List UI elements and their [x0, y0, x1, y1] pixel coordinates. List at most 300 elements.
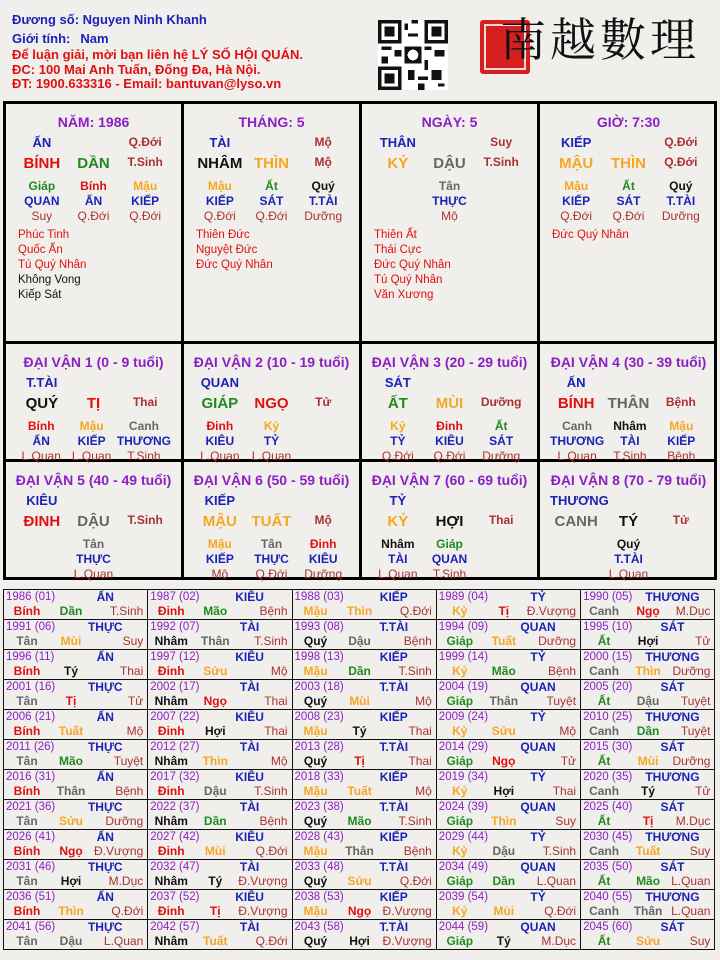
year-cell[interactable]: [436, 860, 580, 890]
year-cell[interactable]: [436, 800, 580, 830]
hidden-stem-can: Mậu: [207, 179, 232, 193]
year-stage: Mộ: [415, 784, 432, 798]
year-can-chi: [150, 754, 289, 769]
year-stem: Mậu: [303, 664, 328, 678]
year-cell[interactable]: [436, 920, 580, 950]
year-stem: Kỷ: [452, 784, 468, 798]
year-branch: Tuất: [491, 634, 517, 648]
year-can-chi: [150, 874, 289, 889]
thap-than-row: [194, 493, 349, 508]
pillar-title: THÁNG: 5: [238, 114, 305, 130]
year-label: 2014 (29): [438, 741, 489, 753]
hidden-stem-than: KIẾP: [205, 194, 234, 208]
hidden-stem: [246, 179, 298, 223]
hidden-stem: [68, 537, 120, 581]
year-branch: Thân: [345, 844, 374, 858]
qr-code-icon[interactable]: [378, 20, 448, 90]
year-label: 2024 (39): [438, 801, 489, 813]
hidden-stem-than: KIẾP: [77, 434, 106, 448]
year-header: [6, 620, 145, 634]
year-branch: Tị: [642, 814, 654, 828]
year-can-chi: [295, 694, 434, 709]
special-stars: [552, 228, 642, 243]
year-cell[interactable]: [4, 710, 148, 740]
hidden-stem-stage: L.Quan: [21, 449, 61, 463]
year-label: 2032 (47): [150, 861, 200, 873]
year-cell[interactable]: [436, 680, 580, 710]
year-label: 2004 (19): [438, 681, 489, 693]
hidden-stem: [194, 419, 246, 463]
year-cell[interactable]: [148, 860, 292, 890]
hidden-stem-can: [16, 537, 68, 552]
year-label: 2007 (22): [150, 711, 200, 723]
can-chi-row: [550, 395, 707, 412]
year-stem: Mậu: [303, 604, 328, 618]
year-stem: Tân: [16, 874, 38, 888]
year-can-chi: [439, 904, 578, 919]
top-stage: [475, 493, 527, 508]
year-cell[interactable]: [581, 590, 715, 620]
year-label: 1991 (06): [6, 621, 56, 633]
year-label: 1997 (12): [150, 651, 200, 663]
hidden-stem-than: KIẾP: [205, 552, 234, 566]
year-header: [295, 770, 434, 784]
year-can-chi: [439, 694, 578, 709]
year-cell[interactable]: [292, 680, 436, 710]
year-stage: Q.Đới: [255, 844, 288, 858]
year-header: [6, 830, 145, 844]
year-label: 2013 (28): [294, 741, 344, 753]
year-cell[interactable]: [581, 710, 715, 740]
year-cell[interactable]: [292, 890, 436, 920]
year-label: 1995 (10): [583, 621, 633, 633]
year-header: [439, 920, 578, 934]
year-stage: Suy: [555, 814, 577, 828]
hidden-stem-stage: Q.Đới: [612, 209, 645, 223]
heavenly-stem: ĐINH: [23, 513, 61, 530]
year-stem: Nhâm: [154, 694, 188, 708]
year-header: [6, 860, 145, 874]
year-cell[interactable]: [148, 590, 292, 620]
year-header: [439, 860, 578, 874]
hidden-stem-stage: [655, 567, 707, 581]
year-stem: Bính: [13, 604, 41, 618]
brand-logo: 南越數理: [500, 13, 700, 67]
year-cell[interactable]: [581, 830, 715, 860]
year-can-chi: [150, 814, 289, 829]
year-stage: Tử: [560, 754, 577, 768]
year-cell[interactable]: [436, 770, 580, 800]
year-thap-than: SÁT: [660, 620, 685, 634]
year-cell[interactable]: [148, 740, 292, 770]
year-branch: Thìn: [635, 664, 661, 678]
hidden-stem-can: Quý: [616, 537, 641, 551]
year-header: [295, 620, 434, 634]
hidden-stem-can: Kỷ: [263, 419, 280, 433]
year-cell[interactable]: [436, 890, 580, 920]
year-cell[interactable]: [436, 740, 580, 770]
year-stage: Mộ: [270, 664, 288, 678]
year-label: 2043 (58): [294, 921, 344, 933]
year-label: 2042 (57): [150, 921, 200, 933]
year-can-chi: [6, 844, 145, 859]
year-can-chi: [150, 604, 289, 619]
year-stage: Tử: [127, 694, 144, 708]
year-cell[interactable]: [4, 830, 148, 860]
year-cell[interactable]: [4, 890, 148, 920]
year-can-chi: [439, 934, 578, 949]
year-stage: Đ.Vượng: [382, 904, 432, 918]
year-cell[interactable]: [4, 800, 148, 830]
heavenly-stem: BÍNH: [557, 395, 595, 412]
year-thap-than: T.TÀI: [379, 860, 409, 874]
hidden-stem-can: Quý: [311, 179, 335, 193]
star: Thái Cực: [374, 244, 422, 256]
year-can-chi: [6, 694, 145, 709]
year-cell[interactable]: [292, 650, 436, 680]
life-stage: Dưỡng: [480, 395, 522, 409]
year-can-chi: [439, 874, 578, 889]
hidden-stem-than: T.TÀI: [666, 194, 696, 208]
thap-than: KIẾP: [204, 493, 235, 508]
year-can-chi: [295, 934, 434, 949]
year-thap-than: THỰC: [87, 680, 123, 694]
hidden-stem-can: [119, 537, 171, 552]
year-stage: T.Sinh: [398, 814, 432, 828]
year-can-chi: [150, 664, 289, 679]
pillar-title: ĐẠI VẬN 5 (40 - 49 tuổi): [15, 472, 172, 488]
spacer: [68, 135, 120, 150]
year-stage: Tuyệt: [113, 754, 144, 768]
year-cell[interactable]: [436, 830, 580, 860]
year-header: [583, 890, 712, 904]
year-cell[interactable]: [581, 740, 715, 770]
hidden-stem-than: [297, 434, 349, 449]
year-branch: Sửu: [203, 664, 228, 678]
year-label: 2037 (52): [150, 891, 200, 903]
year-cell[interactable]: [436, 590, 580, 620]
hidden-stems-row: [550, 179, 707, 223]
year-cell[interactable]: [148, 920, 292, 950]
year-label: 2003 (18): [294, 681, 344, 693]
hidden-stem-stage: L.Quan: [251, 449, 292, 463]
year-stem: Đinh: [157, 604, 185, 618]
life-stage: Mộ: [314, 155, 332, 169]
pillar-title: ĐẠI VẬN 2 (10 - 19 tuổi): [193, 354, 350, 370]
thap-than-row: [550, 135, 707, 150]
year-cell[interactable]: [292, 920, 436, 950]
year-header: [439, 620, 578, 634]
year-cell[interactable]: [148, 620, 292, 650]
year-branch: Tý: [496, 934, 511, 948]
year-branch: Mão: [636, 874, 661, 888]
year-cell[interactable]: [148, 770, 292, 800]
year-header: [6, 590, 145, 604]
year-label: 2026 (41): [6, 831, 56, 843]
year-header: [583, 590, 712, 604]
hidden-stems-row: [16, 537, 171, 581]
hidden-stem: [297, 179, 349, 223]
year-cell[interactable]: [4, 620, 148, 650]
thap-than-row: [194, 375, 349, 390]
year-stem: Tân: [16, 934, 38, 948]
star: Tú Quý Nhân: [18, 259, 87, 271]
can-chi-row: [372, 155, 527, 172]
year-header: [6, 920, 145, 934]
year-label: 1992 (07): [150, 621, 200, 633]
year-thap-than: QUAN: [520, 740, 556, 754]
year-can-chi: [6, 754, 145, 769]
year-thap-than: THỰC: [87, 620, 123, 634]
stars-good: [18, 228, 108, 273]
life-stage: T.Sinh: [483, 155, 519, 169]
year-branch: Ngọ: [59, 844, 83, 858]
life-stage: T.Sinh: [127, 513, 163, 527]
year-label: 2011 (26): [6, 741, 55, 753]
year-cell[interactable]: [292, 620, 436, 650]
year-thap-than: TÀI: [239, 860, 260, 874]
year-cell[interactable]: [4, 860, 148, 890]
year-cell[interactable]: [581, 620, 715, 650]
year-thap-than: THỰC: [87, 800, 123, 814]
hidden-stems-row: [372, 537, 527, 581]
pillar-title: ĐẠI VẬN 1 (0 - 9 tuổi): [23, 354, 164, 370]
year-thap-than: SÁT: [660, 680, 685, 694]
year-stem: Quý: [303, 754, 328, 768]
year-stem: Quý: [303, 874, 328, 888]
year-stage: L.Quan: [671, 874, 711, 888]
year-cell[interactable]: [581, 680, 715, 710]
year-branch: Mão: [491, 664, 516, 678]
hidden-stem: [297, 537, 349, 581]
life-stage: Q.Đới: [664, 155, 698, 169]
thap-than: QUAN: [200, 375, 239, 390]
year-branch: Thìn: [58, 904, 84, 918]
year-cell[interactable]: [148, 800, 292, 830]
heavenly-stem: GIÁP: [201, 395, 239, 412]
year-thap-than: TÀI: [239, 740, 260, 754]
year-cell[interactable]: [292, 710, 436, 740]
year-header: [295, 680, 434, 694]
table-row: [4, 890, 715, 920]
year-cell[interactable]: [148, 710, 292, 740]
year-cell[interactable]: [436, 650, 580, 680]
year-branch: Sửu: [636, 934, 661, 948]
year-cell[interactable]: [4, 680, 148, 710]
year-stem: Bính: [13, 844, 41, 858]
chart-header: [12, 10, 303, 92]
year-cell[interactable]: [148, 680, 292, 710]
year-cell[interactable]: [4, 770, 148, 800]
spacer: [424, 135, 476, 150]
hidden-stem-can: Nhâm: [381, 537, 415, 551]
year-stage: Dưỡng: [538, 634, 577, 648]
year-stage: Q.Đới: [399, 604, 432, 618]
hidden-stem-than: THỰC: [76, 552, 111, 566]
year-thap-than: T.TÀI: [379, 800, 409, 814]
year-header: [583, 710, 712, 724]
hidden-stem-than: T.TÀI: [308, 194, 338, 208]
year-thap-than: THƯƠNG: [645, 710, 700, 724]
year-label: 2001 (16): [6, 681, 56, 693]
hidden-stem-stage: Q.Đới: [255, 567, 288, 581]
year-cell[interactable]: [4, 650, 148, 680]
year-branch: Dậu: [348, 634, 371, 648]
year-branch: Tuất: [347, 784, 372, 798]
year-stem: Kỷ: [452, 604, 468, 618]
year-label: 2015 (30): [583, 741, 633, 753]
year-branch: Tị: [209, 904, 221, 918]
life-stage: Thai: [488, 513, 514, 527]
heavenly-stem: KỶ: [387, 155, 409, 172]
year-stem: Nhâm: [154, 934, 188, 948]
year-thap-than: ẤN: [96, 770, 114, 784]
year-cell[interactable]: [292, 740, 436, 770]
year-label: 1988 (03): [294, 591, 344, 603]
hidden-stem-stage: Dưỡng: [304, 209, 343, 223]
hidden-stem-can: Mậu: [207, 537, 232, 551]
year-stem: Mậu: [303, 844, 328, 858]
hidden-stem-than: SÁT: [616, 194, 641, 208]
year-thap-than: KIÊU: [235, 830, 264, 844]
year-header: [439, 890, 578, 904]
year-cell[interactable]: [581, 770, 715, 800]
year-cell[interactable]: [292, 860, 436, 890]
earthly-branch: DẬU: [433, 155, 466, 172]
hidden-stem-stage: L.Quan: [73, 567, 114, 581]
hidden-stem: [656, 419, 707, 463]
year-can-chi: [583, 724, 712, 739]
hidden-stem: [475, 419, 527, 463]
top-stage: [119, 375, 171, 390]
year-branch: Tý: [208, 874, 223, 888]
year-thap-than: SÁT: [660, 800, 685, 814]
heavenly-stem: MẬU: [202, 513, 237, 530]
year-can-chi: [439, 754, 578, 769]
year-label: 2002 (17): [150, 681, 200, 693]
year-stage: Suy: [689, 934, 711, 948]
year-label: 2006 (21): [6, 711, 56, 723]
year-cell[interactable]: [436, 710, 580, 740]
year-header: [583, 920, 712, 934]
hidden-stem: [68, 179, 120, 223]
year-thap-than: T.TÀI: [379, 920, 409, 934]
life-stage: Tử: [672, 513, 689, 527]
year-cell[interactable]: [148, 650, 292, 680]
year-cell[interactable]: [581, 650, 715, 680]
year-label: 2039 (54): [438, 891, 489, 903]
year-thap-than: TÀI: [239, 620, 260, 634]
year-cell[interactable]: [581, 860, 715, 890]
hidden-stem: [194, 537, 246, 581]
hidden-stem-than: TÀI: [388, 552, 408, 566]
year-header: [6, 890, 145, 904]
hidden-stem-can: [372, 179, 424, 194]
hidden-stems-row: [550, 537, 707, 581]
stars-good: [374, 228, 464, 303]
year-label: 2019 (34): [438, 771, 489, 783]
contact-line-3: ĐT: 1900.633316 - Email: bantuvan@lyso.vn: [12, 76, 282, 91]
star: Đức Quý Nhân: [552, 229, 629, 241]
hidden-stem-can: Canh: [562, 419, 593, 433]
earthly-branch: THÌN: [610, 155, 646, 172]
year-stage: Thai: [264, 724, 288, 738]
special-stars: [196, 228, 286, 273]
hidden-stem-can: Tân: [260, 537, 283, 551]
hidden-stem-stage: [372, 209, 424, 223]
year-branch: Dậu: [492, 844, 516, 858]
year-cell[interactable]: [436, 620, 580, 650]
year-cell[interactable]: [148, 830, 292, 860]
year-branch: Hợi: [637, 634, 659, 648]
hidden-stem-stage: Q.Đới: [129, 209, 162, 223]
year-cell[interactable]: [292, 770, 436, 800]
year-stage: Bệnh: [259, 604, 288, 618]
year-thap-than: KIÊU: [235, 710, 264, 724]
year-stem: Đinh: [157, 664, 185, 678]
can-chi-row: [550, 513, 707, 530]
year-stem: Nhâm: [154, 874, 188, 888]
thap-than-row: [16, 135, 171, 150]
hidden-stems-row: [550, 419, 707, 463]
star: Thiên Đức: [196, 229, 250, 241]
hidden-stem-than: [655, 552, 707, 567]
special-stars: [374, 228, 464, 303]
year-branch: Tý: [641, 784, 656, 798]
year-cell[interactable]: [4, 740, 148, 770]
earthly-branch: DẬU: [77, 513, 110, 530]
hidden-stem-stage: Mộ: [211, 567, 229, 581]
year-cell[interactable]: [292, 590, 436, 620]
year-can-chi: [6, 604, 145, 619]
can-chi-row: [372, 395, 527, 412]
year-cell[interactable]: [581, 800, 715, 830]
hidden-stem-can: Giáp: [28, 179, 56, 193]
year-label: 2027 (42): [150, 831, 200, 843]
year-branch: Mùi: [60, 634, 82, 648]
year-cell[interactable]: [148, 890, 292, 920]
year-branch: Mão: [59, 754, 83, 768]
year-branch: Tị: [498, 604, 510, 618]
year-thap-than: QUAN: [520, 920, 556, 934]
year-branch: Dần: [203, 814, 227, 828]
year-cell[interactable]: [581, 920, 715, 950]
year-thap-than: KIẾP: [379, 590, 408, 604]
year-stage: Dưỡng: [672, 754, 711, 768]
year-stem: Mậu: [303, 724, 328, 738]
year-cell[interactable]: [292, 800, 436, 830]
year-stage: Thai: [408, 724, 432, 738]
year-cell[interactable]: [581, 890, 715, 920]
year-label: 2035 (50): [583, 861, 633, 873]
year-thap-than: SÁT: [660, 920, 685, 934]
hidden-stem-than: T.TÀI: [614, 552, 643, 566]
year-cell[interactable]: [4, 920, 148, 950]
year-header: [439, 800, 578, 814]
pillar-title: ĐẠI VẬN 8 (70 - 79 tuổi): [550, 472, 707, 488]
year-branch: Mão: [347, 814, 372, 828]
year-stem: Giáp: [446, 814, 474, 828]
gender-value: Nam: [80, 31, 109, 46]
year-label: 2044 (59): [438, 921, 489, 933]
hidden-stem: [372, 179, 424, 223]
year-label: 2008 (23): [294, 711, 344, 723]
year-thap-than: THỰC: [87, 860, 123, 874]
year-cell[interactable]: [292, 830, 436, 860]
year-cell[interactable]: [4, 590, 148, 620]
year-can-chi: [6, 934, 145, 949]
hidden-stem-stage: T.Sinh: [127, 449, 161, 463]
